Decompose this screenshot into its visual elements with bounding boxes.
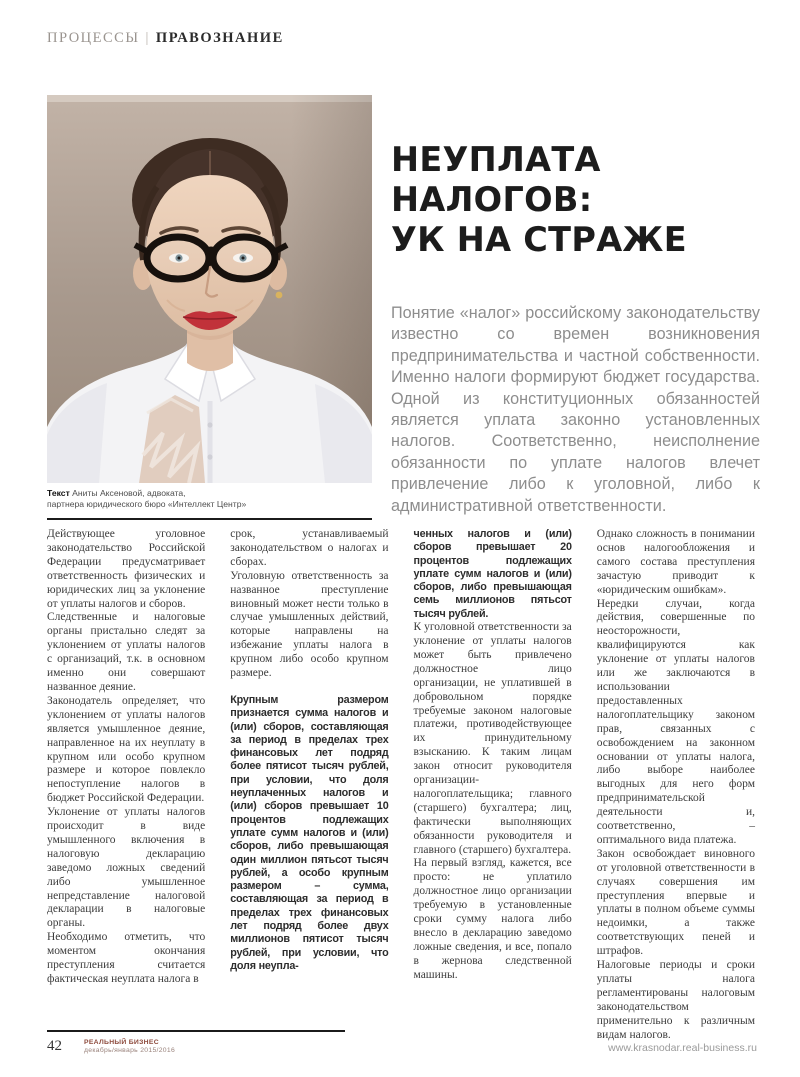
body-paragraph: ченных налогов и (или) сборов превышает 20 процентов подлежащих уплате сумм налогов и (или) сборов, либо превышающая семь миллионов пятьсот тысяч рублей.	[413, 528, 572, 620]
body-paragraph: На первый взгляд, кажется, все просто: не уплатило должностное лицо организации требуемую в установленные сроки сумму налога либо внесло в декларацию заведомо ложные сведения, и все, попало в жернова следственной машины.	[413, 857, 572, 981]
rubric-label: ПРАВОЗНАНИЕ	[155, 30, 284, 46]
body-paragraph: Крупным размером признается сумма налогов и (или) сборов, составляющая за период в пределах трех финансовых лет подряд более пятисот тысяч рублей, при условии, что доля неуплаченных налогов и (или) сборов превышает 10 процентов подлежащих уплате сумм налогов и (или) сборов, либо превышающая один миллион пятьсот тысяч рублей, а особо крупным размером – сумма, составляющая за период в пределах трех финансовых лет подряд более двух миллионов пятисот тысяч рублей, при условии, что доля неупла-	[230, 693, 389, 972]
body-paragraph: Действующее уголовное законодательство Российской Федерации предусматривает ответственность физических и юридических лиц за уклонение от уплаты налогов и сборов.	[47, 528, 206, 610]
page-number: 42	[47, 1038, 62, 1054]
photo-caption	[47, 488, 372, 509]
body-column-4	[597, 528, 755, 1043]
body-paragraph: срок, устанавливаемый законодательством о налогах и сборах.	[230, 528, 389, 568]
article-title-line3: УК НА СТРАЖЕ	[391, 220, 687, 259]
magazine-imprint	[84, 1039, 175, 1055]
caption-divider-rule	[47, 518, 372, 520]
caption-label: Текст	[47, 488, 70, 498]
body-paragraph: Закон освобождает виновного от уголовной ответственности в случаях совершения им преступления впервые и уплаты в полном объеме суммы недоимки, а также соответствующих пеней и штрафов.	[596, 847, 755, 958]
magazine-issue: декабрь/январь 2015/2016	[84, 1047, 176, 1055]
photo-caption-line1	[47, 488, 372, 499]
rubric-separator: |	[145, 30, 150, 46]
body-paragraph: Законодатель определяет, что уклонением от уплаты налогов является умышленное деяние, направленное на их неуплату в крупном или особо крупном размере и которое повлекло непоступление налогов в бюджет Российской Федерации.	[47, 694, 206, 805]
body-columns	[47, 528, 755, 1043]
body-column-2	[230, 528, 388, 1043]
article-title-line2: НАЛОГОВ:	[391, 180, 593, 219]
article-title	[391, 140, 763, 260]
portrait-illustration	[47, 95, 372, 483]
caption-author: Аниты Аксеновой, адвоката,	[69, 488, 186, 498]
photo-caption-line2: партнера юридического бюро «Интеллект Центр»	[47, 498, 247, 509]
website-url: www.krasnodar.real-business.ru	[608, 1042, 757, 1054]
article-title-line1: НЕУПЛАТА	[391, 140, 601, 179]
author-portrait-photo	[47, 95, 372, 483]
body-paragraph: Уклонение от уплаты налогов происходит в виде умышленного включения в налоговую декларацию заведомо ложных сведений либо умышленное непредставление налоговой декларации в налоговые органы.	[47, 806, 206, 930]
footer-rule	[47, 1030, 345, 1032]
body-paragraph: Однако сложность в понимании основ налогообложения и самого состава преступления зачастую приводит к «юридическим ошибкам».	[596, 528, 755, 596]
magazine-name: РЕАЛЬНЫЙ БИЗНЕС	[84, 1039, 159, 1046]
body-paragraph: Уголовную ответственность за названное преступление виновный может нести только в случае умышленных действий, которые направлены на избежание уплаты налога в крупном либо особо крупном размере.	[230, 569, 389, 680]
body-paragraph: Налоговые периоды и сроки уплаты налога регламентированы налоговым законодательством применительно к различным видам налогов.	[596, 959, 755, 1041]
body-paragraph: Следственные и налоговые органы пристально следят за уклонением от уплаты налогов с организаций, т.к. в основном именно они совершают названное деяние.	[47, 611, 206, 693]
body-column-3	[414, 528, 572, 1043]
section-label: ПРОЦЕССЫ	[47, 30, 140, 46]
lead-paragraph: Понятие «налог» российскому законодательству известно со времен возникновения предпринимательства и частной собственности. Именно налоги формируют бюджет государства. Одной из конституционных обязанностей является уплата законно установленных налогов. Соответственно, неисполнение обязанности по уплате налогов влечет привлечение либо к уголовной, либо к административной ответственности.	[391, 304, 760, 515]
body-column-1	[47, 528, 205, 1043]
body-paragraph: К уголовной ответственности за уклонение от уплаты налогов может быть привлечено должностное лицо организации, не уплатившей в добровольном порядке требуемые законом налоговые платежи, противодействующее их принудительному взысканию. К таким лицам закон относит руководителя организации-налогоплательщика; главного (старшего) бухгалтера; лиц, фактически выполняющих обязанности руководителя и главного (старшего) бухгалтера.	[413, 621, 572, 856]
rubric-line	[47, 30, 747, 47]
body-paragraph: Нередки случаи, когда действия, совершенные по неосторожности, квалифицируются как уклонение от уплаты налогов или же заключаются в использовании предоставленных налогоплательщику законом прав, связанных с освобождением на законном основании от уплаты налога, либо выборе наиболее выгодных для него форм предпринимательской деятельности и, соответственно, – оптимального вида платежа.	[596, 597, 755, 846]
body-paragraph: Необходимо отметить, что моментом окончания преступления считается фактическая неуплата налога в	[47, 931, 206, 985]
